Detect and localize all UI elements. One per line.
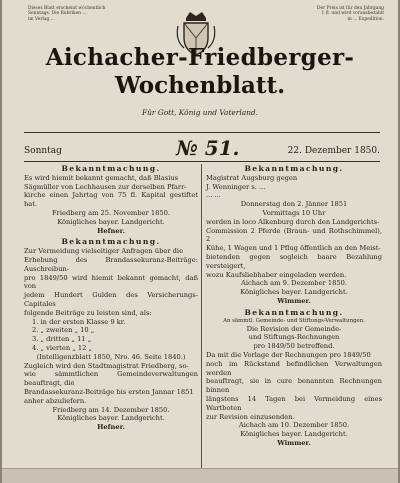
dateline-rule bbox=[24, 161, 380, 162]
notice-line: Brandassekuranz-Beiträge bis ersten Jannar 1851 bbox=[24, 387, 194, 396]
notice-line: Es wird hiemit bekannt gemacht, daß Blasius bbox=[24, 173, 179, 182]
notice-line: zur Revision einzusenden. bbox=[206, 412, 295, 421]
signature: Wimmer. bbox=[277, 296, 311, 305]
issue-date: 22. Dezember 1850. bbox=[287, 146, 380, 156]
notice-line: Kühe, 1 Wagen und 1 Pflug öffentlich an den Meist- bbox=[206, 244, 381, 253]
notice-date: Aichach am 9. Dezember 1850. bbox=[241, 279, 347, 288]
rate-class: 3. „ dritten „ 11 „ bbox=[32, 335, 92, 344]
auction-time: Vormittags 10 Uhr bbox=[262, 208, 326, 217]
notice-line: jedem Hundert Gulden des Versicherungs-Capitales bbox=[24, 291, 198, 308]
issue-weekday: Sonntag bbox=[24, 146, 62, 156]
header-rule bbox=[24, 132, 380, 133]
notice-line: Magistrat Augsburg gegen bbox=[206, 173, 298, 182]
notice-title-line: pro 1849/50 betreffend. bbox=[253, 342, 335, 351]
notice-line: wie sämmtlichen Gemeindeverwaltungen beauftragt, die bbox=[24, 370, 198, 388]
rate-class: 2. „ zweiten „ 10 „ bbox=[32, 326, 95, 335]
court-name: Königliches bayer. Landgericht. bbox=[240, 430, 348, 439]
subscription-note: Dieses Blatt erscheint wöchentlich Sonntags. Die Rubriken ... im Verlag ... bbox=[28, 6, 106, 22]
notice-line: werden in loco Alkenburg durch den Landgerichts- bbox=[206, 217, 380, 226]
left-column bbox=[24, 165, 198, 432]
right-column bbox=[206, 165, 382, 448]
notice-heading: Bekanntmachung. bbox=[244, 307, 344, 317]
gazette-reference: (Intelligenzblatt 1850, Nro. 46. Seite 1840.) bbox=[36, 352, 186, 361]
page-bottom-edge bbox=[2, 468, 398, 483]
auction-date: Donnerstag den 2. Jänner 1851 bbox=[240, 200, 348, 209]
notice-line: pro 1849/50 wird hiemit bekannt gemacht, daß von bbox=[24, 273, 198, 291]
notice-line: Zugleich wird den Stadtmagistrat Friedberg, so- bbox=[24, 361, 189, 370]
dateline bbox=[24, 138, 380, 160]
notice-title-line: und Stiftungs-Rechnungen bbox=[248, 333, 340, 342]
signature: Wimmer. bbox=[277, 438, 311, 447]
court-name: Königliches bayer. Landgericht. bbox=[57, 414, 165, 423]
motto: Für Gott, König und Vaterland. bbox=[142, 108, 258, 117]
notice-line: ... ... bbox=[206, 191, 221, 200]
notice-date: Friedberg am 25. November 1850. bbox=[52, 208, 170, 217]
notice-heading: Bekanntmachung. bbox=[61, 164, 161, 173]
notice-date: Friedberg am 14. Dezember 1850. bbox=[52, 405, 170, 414]
notice-line: beauftragt, sie in cure benannten Rechnungen binnen bbox=[206, 377, 382, 395]
notice-addressee: An sämmtl. Gemeinde- und Stiftungs-Verwaltungen. bbox=[223, 317, 365, 324]
price-note: Der Preis ist für den Jahrgang 1 fl. und wird vorausbezahlt in ... Expedition. bbox=[316, 6, 384, 22]
notice-heading: Bekanntmachung. bbox=[61, 237, 161, 247]
rate-class: 1. in der ersten Klasse 9 kr. bbox=[32, 317, 126, 326]
notice-line: kirche einen Jahrtag von 75 fl. Kapital gestiftet hat. bbox=[24, 191, 198, 209]
notice-line: noch im Rückstand befindlichen Verwaltungen werden bbox=[206, 359, 382, 377]
court-name: Königliches bayer. Landgericht. bbox=[57, 217, 165, 226]
notice-line: folgende Beiträge zu leisten sind, als: bbox=[24, 308, 152, 317]
notice-date: Aichach am 10. Dezember 1850. bbox=[238, 421, 350, 430]
column-divider bbox=[201, 164, 202, 469]
rate-class: 4. „ vierten „ 12 „ bbox=[32, 343, 92, 352]
masthead-title: Aichacher-Friedberger- bbox=[45, 44, 355, 71]
signature: Hefner. bbox=[97, 423, 125, 432]
masthead-subtitle: Wochenblatt. bbox=[114, 72, 286, 99]
notice-line: längstens 14 Tagen bei Vermeidung eines Wartboten bbox=[206, 394, 382, 412]
notice-line: wozu Kaufsliebhaber eingeladen werden. bbox=[206, 270, 347, 279]
notice-line: J. Wenninger s. ... bbox=[206, 182, 266, 191]
notice-line: Sägmüller von Lechhausen zur derselben Pfarr- bbox=[24, 182, 187, 191]
notice-title-line: Die Revision der Gemeinde- bbox=[246, 324, 342, 333]
notice-line: Zur Vermeidung vielseitiger Anfragen über die bbox=[24, 247, 184, 256]
notice-heading: Bekanntmachung. bbox=[244, 164, 344, 173]
notice-line: anher abzuliefern. bbox=[24, 396, 87, 405]
notice-line: Da mit die Vorlage der Rechnungen pro 1849/50 bbox=[206, 350, 371, 359]
notice-line: Commission 2 Pferde (Braun- und Rothschimmel), 2 bbox=[206, 226, 382, 244]
newspaper-page bbox=[2, 0, 398, 483]
issue-number: № 51. bbox=[176, 136, 240, 160]
signature: Hefner. bbox=[97, 226, 125, 235]
notice-line: Erhebung des Brandassekuranz-Beiträge: Auschreibun- bbox=[24, 255, 198, 273]
notice-line: bietenden gegen sogleich baare Bezahlung versteigert, bbox=[206, 252, 382, 270]
court-name: Königliches bayer. Landgericht. bbox=[240, 288, 348, 297]
